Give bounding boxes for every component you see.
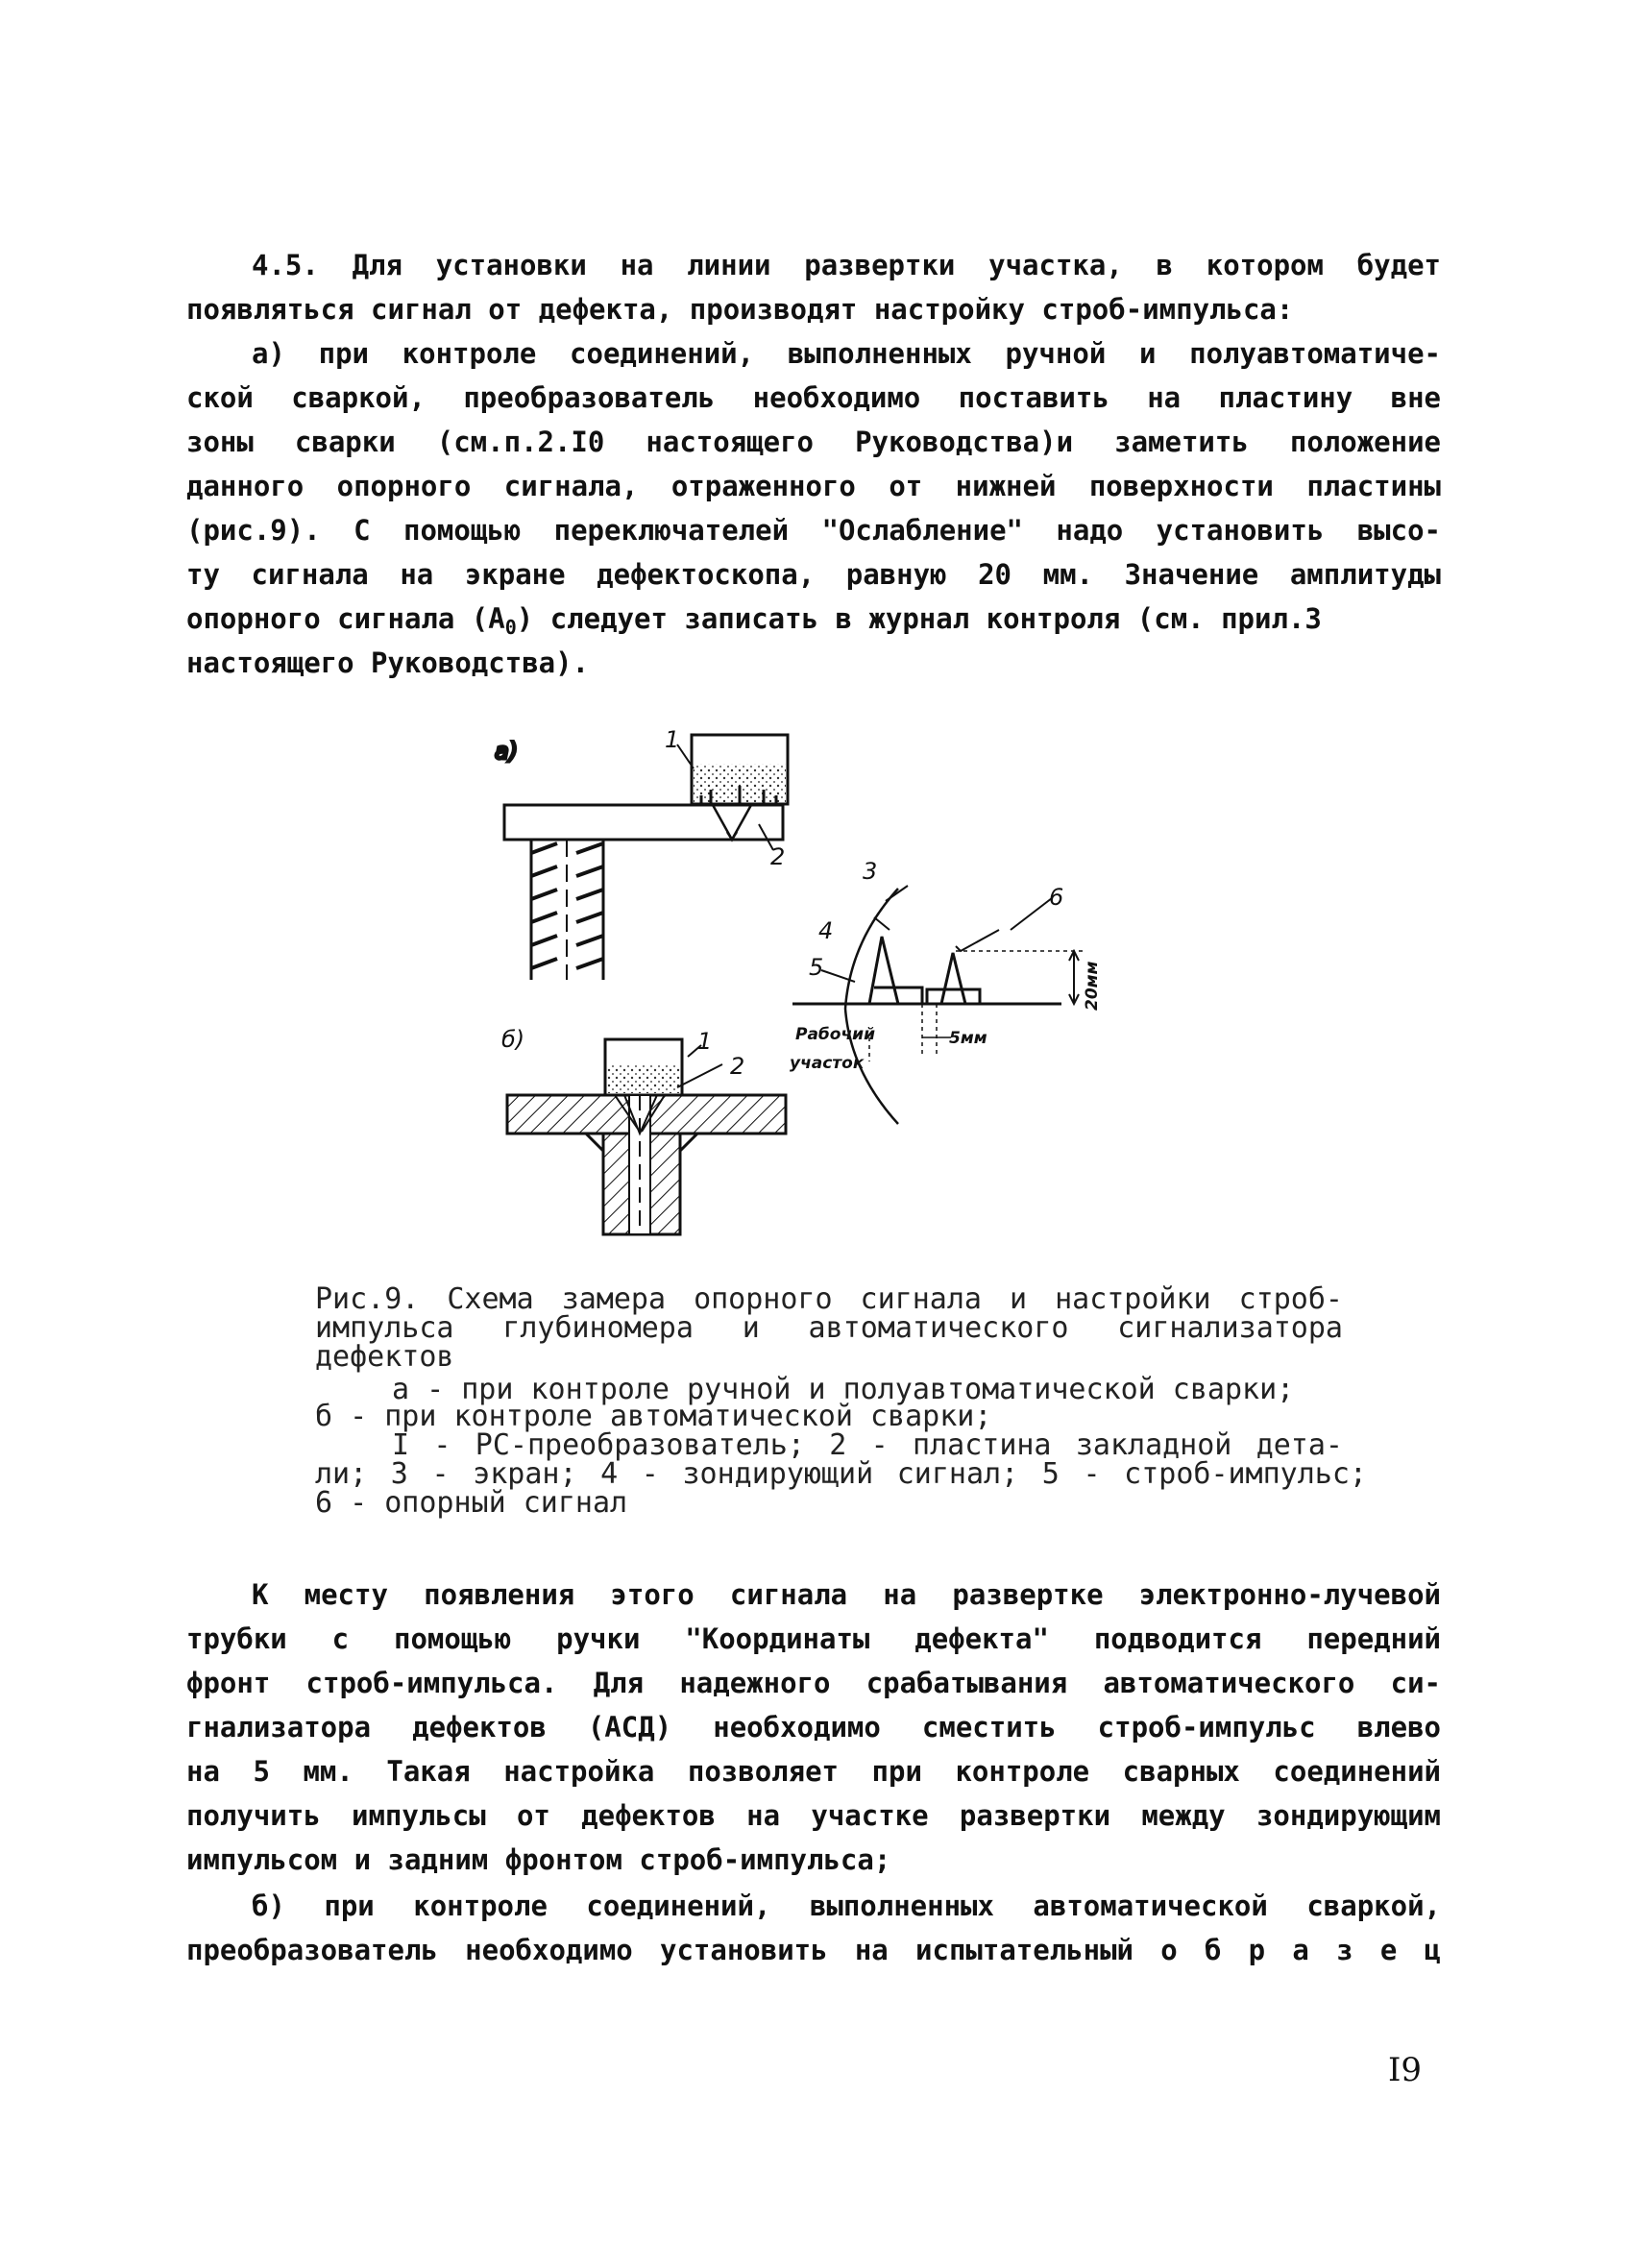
screen-arc [845,889,898,1124]
item-a-line-5: (рис.9). С помощью переключателей "Ослабление" надо установить высо- [186,514,1441,547]
paragraph-4-5-line-2: появляться сигнал от дефекта, производят настройку строб-импульса: [186,293,1294,326]
dimension-5mm: 5мм [949,1029,987,1048]
amplitude-subscript: 0 [504,616,517,639]
screen-diagram [792,886,1085,1124]
item-b-line-2: преобразователь необходимо установить на испытательный о б р а з е ц [186,1934,1441,1966]
figure-label-a: а) [495,738,519,765]
caption-line-6: I - РС-преобразователь; 2 - пластина закладной дета- [392,1428,1343,1462]
reference-signal [941,953,965,1004]
callout-2a: 2 [770,843,786,870]
working-section-label-2: участок [790,1054,865,1073]
item-a-line-4: данного опорного сигнала, отраженного от нижней поверхности пластины [186,470,1441,502]
item-a-line-8: настоящего Руководства). [186,646,590,679]
callout-2b: 2 [730,1053,745,1080]
item-a-line-2: ской сваркой, преобразователь необходимо поставить на пластину вне [186,381,1441,414]
caption-line-3: дефектов [315,1340,454,1374]
item-a-line-6: ту сигнала на экране дефектоскопа, равную 20 мм. Значение амплитуды [186,558,1441,591]
item-a-line-7-before: опорного сигнала (А [186,602,505,635]
caption-line-5: б - при контроле автоматической сварки; [315,1400,992,1433]
caption-line-1: Рис.9. Схема замера опорного сигнала и настройки строб- [315,1282,1343,1316]
callout-4: 4 [818,917,834,944]
paragraph-4-5-line-1: 4.5. Для установки на линии развертки участка, в котором будет [252,249,1441,281]
dimension-20mm: 20мм [1083,961,1102,1011]
callout-5: 5 [809,954,824,981]
paragraph-cont-line-7: импульсом и задним фронтом строб-импульса; [186,1843,891,1876]
caption-line-8: 6 - опорный сигнал [315,1486,628,1520]
callout-1b: 1 [697,1028,713,1055]
callout-6: 6 [1049,884,1064,911]
paragraph-cont-line-1: К месту появления этого сигнала на развертке электронно-лучевой [252,1578,1441,1611]
item-a-line-1: а) при контроле соединений, выполненных ручной и полуавтоматиче- [252,337,1441,370]
paragraph-cont-line-5: на 5 мм. Такая настройка позволяет при контроле сварных соединений [186,1755,1441,1788]
paragraph-cont-line-2: трубки с помощью ручки "Координаты дефекта" подводится передний [186,1622,1441,1655]
item-b-line-1: б) при контроле соединений, выполненных автоматической сваркой, [252,1890,1441,1922]
page-number: I9 [1387,2051,1422,2089]
working-section-label-1: Рабочий [795,1025,875,1044]
probing-pulse [869,937,898,1004]
item-a-line-7-after: ) следует записать в журнал контроля (см. прил.3 [516,602,1322,635]
callout-3: 3 [863,858,878,885]
callout-1a: 1 [665,726,680,753]
figure-label-b: б) [501,1026,525,1053]
item-a-line-3: зоны сварки (см.п.2.I0 настоящего Руководства)и заметить положение [186,426,1441,458]
paragraph-cont-line-6: получить импульсы от дефектов на участке развертки между зондирующим [186,1799,1441,1832]
caption-line-4: а - при контроле ручной и полуавтоматической сварки; [392,1373,1295,1406]
diagram-a [495,735,788,980]
anchor-bar-a [531,840,603,980]
paragraph-cont-line-3: фронт строб-импульса. Для надежного срабатывания автоматического си- [186,1667,1441,1699]
caption-line-2: импульса глубиномера и автоматического сигнализатора [315,1311,1343,1345]
caption-line-7: ли; 3 - экран; 4 - зондирующий сигнал; 5 - строб-импульс; [315,1457,1367,1491]
paragraph-cont-line-4: гнализатора дефектов (АСД) необходимо сместить строб-импульс влево [186,1711,1441,1744]
